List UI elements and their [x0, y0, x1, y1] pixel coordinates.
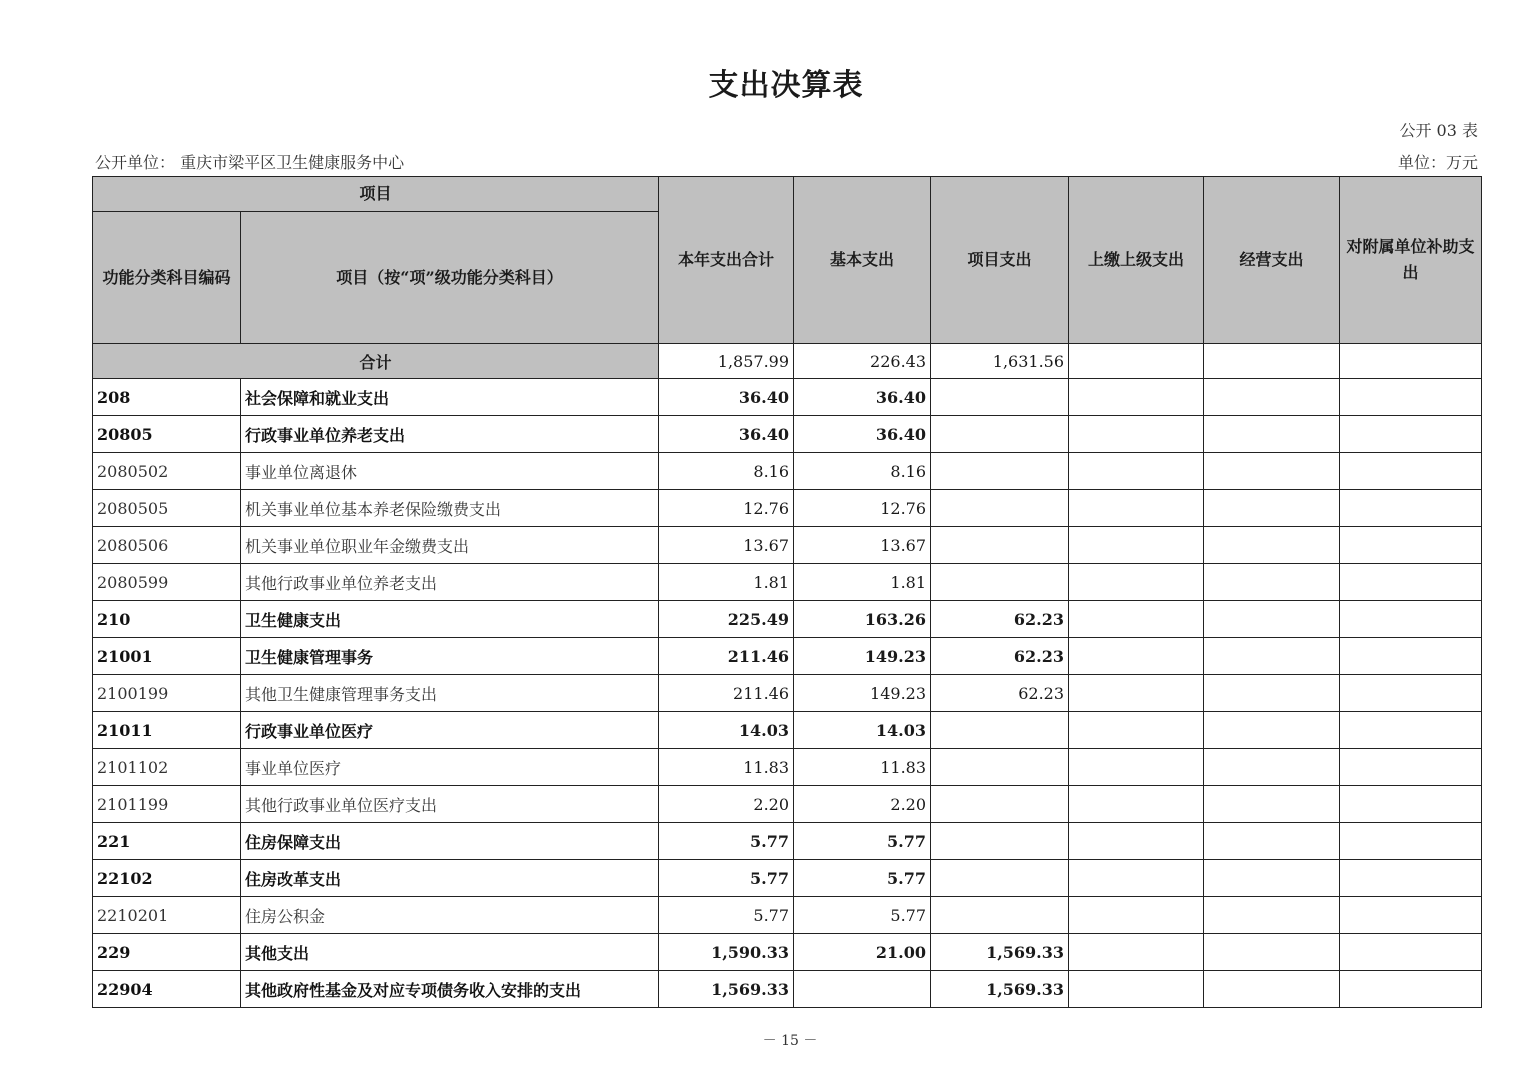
cell-total: 2.20 [659, 786, 794, 823]
cell-business [1204, 971, 1340, 1008]
cell-total: 12.76 [659, 490, 794, 527]
cell-subsidy [1340, 675, 1482, 712]
cell-upper [1069, 601, 1204, 638]
col-header-upper: 上缴上级支出 [1069, 177, 1204, 344]
cell-subsidy [1340, 786, 1482, 823]
table-row [93, 934, 1482, 971]
cell-name: 其他卫生健康管理事务支出 [241, 675, 659, 712]
col-header-total: 本年支出合计 [659, 177, 794, 344]
cell-project: 62.23 [931, 675, 1069, 712]
cell-upper [1069, 379, 1204, 416]
cell-upper [1069, 934, 1204, 971]
cell-business [1204, 564, 1340, 601]
table-row [93, 601, 1482, 638]
cell-upper [1069, 527, 1204, 564]
cell-basic: 149.23 [794, 638, 931, 675]
cell-basic: 5.77 [794, 897, 931, 934]
total-cell-basic: 226.43 [794, 344, 931, 379]
cell-total: 13.67 [659, 527, 794, 564]
cell-upper [1069, 416, 1204, 453]
org-label: 公开单位： [95, 153, 176, 172]
cell-upper [1069, 675, 1204, 712]
cell-subsidy [1340, 860, 1482, 897]
cell-subsidy [1340, 749, 1482, 786]
cell-subsidy [1340, 416, 1482, 453]
cell-business [1204, 527, 1340, 564]
cell-project: 62.23 [931, 638, 1069, 675]
cell-upper [1069, 823, 1204, 860]
cell-upper [1069, 971, 1204, 1008]
cell-business [1204, 823, 1340, 860]
table-row [93, 897, 1482, 934]
cell-code: 210 [93, 601, 241, 638]
cell-project [931, 786, 1069, 823]
cell-code: 229 [93, 934, 241, 971]
cell-name: 机关事业单位职业年金缴费支出 [241, 527, 659, 564]
cell-total: 5.77 [659, 897, 794, 934]
cell-name: 卫生健康支出 [241, 601, 659, 638]
cell-code: 208 [93, 379, 241, 416]
total-cell-total: 1,857.99 [659, 344, 794, 379]
cell-code: 21001 [93, 638, 241, 675]
table-row [93, 527, 1482, 564]
cell-business [1204, 712, 1340, 749]
cell-subsidy [1340, 601, 1482, 638]
cell-basic: 36.40 [794, 379, 931, 416]
cell-total: 1,590.33 [659, 934, 794, 971]
cell-project [931, 564, 1069, 601]
cell-subsidy [1340, 490, 1482, 527]
cell-total: 225.49 [659, 601, 794, 638]
cell-total: 211.46 [659, 675, 794, 712]
cell-basic: 12.76 [794, 490, 931, 527]
cell-basic: 2.20 [794, 786, 931, 823]
cell-name: 社会保障和就业支出 [241, 379, 659, 416]
table-row [93, 638, 1482, 675]
cell-upper [1069, 564, 1204, 601]
cell-subsidy [1340, 897, 1482, 934]
cell-upper [1069, 897, 1204, 934]
cell-code: 21011 [93, 712, 241, 749]
cell-code: 2080599 [93, 564, 241, 601]
table-row [93, 749, 1482, 786]
cell-code: 22904 [93, 971, 241, 1008]
cell-name: 住房公积金 [241, 897, 659, 934]
table-row [93, 379, 1482, 416]
cell-name: 其他政府性基金及对应专项债务收入安排的支出 [241, 971, 659, 1008]
cell-project [931, 453, 1069, 490]
col-header-name: 项目（按“项”级功能分类科目） [241, 212, 659, 344]
table-row [93, 675, 1482, 712]
cell-code: 2080505 [93, 490, 241, 527]
cell-code: 2100199 [93, 675, 241, 712]
cell-project [931, 823, 1069, 860]
cell-business [1204, 490, 1340, 527]
col-header-project: 项目支出 [931, 177, 1069, 344]
cell-basic: 36.40 [794, 416, 931, 453]
cell-project: 62.23 [931, 601, 1069, 638]
cell-project [931, 490, 1069, 527]
table-row [93, 453, 1482, 490]
cell-total: 36.40 [659, 416, 794, 453]
cell-basic: 21.00 [794, 934, 931, 971]
cell-basic: 1.81 [794, 564, 931, 601]
cell-code: 2101199 [93, 786, 241, 823]
cell-total: 1,569.33 [659, 971, 794, 1008]
cell-basic: 163.26 [794, 601, 931, 638]
cell-name: 行政事业单位养老支出 [241, 416, 659, 453]
org-line [95, 150, 404, 173]
total-label: 合计 [93, 344, 659, 379]
cell-basic [794, 971, 931, 1008]
cell-code: 221 [93, 823, 241, 860]
cell-business [1204, 786, 1340, 823]
cell-basic: 149.23 [794, 675, 931, 712]
table-row [93, 416, 1482, 453]
cell-upper [1069, 786, 1204, 823]
cell-business [1204, 749, 1340, 786]
cell-subsidy [1340, 564, 1482, 601]
project-group-header: 项目 [93, 177, 659, 212]
cell-upper [1069, 638, 1204, 675]
page-number: － 15 － [762, 1033, 818, 1049]
cell-code: 20805 [93, 416, 241, 453]
form-number: 公开 03 表 [1399, 121, 1478, 140]
cell-business [1204, 860, 1340, 897]
expenditure-table [92, 176, 1482, 1008]
cell-business [1204, 934, 1340, 971]
table-row [93, 971, 1482, 1008]
table-row [93, 490, 1482, 527]
org-name: 重庆市梁平区卫生健康服务中心 [180, 153, 405, 172]
cell-basic: 11.83 [794, 749, 931, 786]
cell-project [931, 416, 1069, 453]
unit-label: 单位：万元 [1397, 153, 1478, 172]
col-header-basic: 基本支出 [794, 177, 931, 344]
page-title: 支出决算表 [708, 68, 864, 103]
table-row [93, 860, 1482, 897]
cell-subsidy [1340, 712, 1482, 749]
total-row [93, 344, 1482, 379]
cell-basic: 14.03 [794, 712, 931, 749]
cell-project [931, 860, 1069, 897]
cell-business [1204, 897, 1340, 934]
cell-basic: 13.67 [794, 527, 931, 564]
cell-name: 其他行政事业单位医疗支出 [241, 786, 659, 823]
cell-project [931, 897, 1069, 934]
table-row [93, 712, 1482, 749]
cell-business [1204, 675, 1340, 712]
col-header-code: 功能分类科目编码 [93, 212, 241, 344]
cell-basic: 5.77 [794, 860, 931, 897]
cell-name: 住房保障支出 [241, 823, 659, 860]
cell-project [931, 379, 1069, 416]
cell-project [931, 712, 1069, 749]
cell-name: 其他支出 [241, 934, 659, 971]
cell-subsidy [1340, 453, 1482, 490]
cell-business [1204, 601, 1340, 638]
table-row [93, 786, 1482, 823]
cell-business [1204, 379, 1340, 416]
cell-subsidy [1340, 527, 1482, 564]
col-header-business: 经营支出 [1204, 177, 1340, 344]
cell-name: 其他行政事业单位养老支出 [241, 564, 659, 601]
cell-name: 住房改革支出 [241, 860, 659, 897]
col-header-subsidy: 对附属单位补助支出 [1340, 177, 1482, 344]
cell-subsidy [1340, 638, 1482, 675]
cell-project [931, 527, 1069, 564]
cell-upper [1069, 490, 1204, 527]
cell-upper [1069, 749, 1204, 786]
cell-total: 5.77 [659, 860, 794, 897]
cell-total: 1.81 [659, 564, 794, 601]
cell-code: 2101102 [93, 749, 241, 786]
cell-basic: 5.77 [794, 823, 931, 860]
cell-name: 行政事业单位医疗 [241, 712, 659, 749]
cell-upper [1069, 453, 1204, 490]
cell-name: 卫生健康管理事务 [241, 638, 659, 675]
cell-total: 36.40 [659, 379, 794, 416]
table-row [93, 564, 1482, 601]
cell-total: 8.16 [659, 453, 794, 490]
cell-code: 22102 [93, 860, 241, 897]
cell-code: 2080506 [93, 527, 241, 564]
cell-total: 211.46 [659, 638, 794, 675]
cell-name: 事业单位医疗 [241, 749, 659, 786]
cell-total: 5.77 [659, 823, 794, 860]
total-cell-upper [1069, 344, 1204, 379]
cell-total: 11.83 [659, 749, 794, 786]
cell-total: 14.03 [659, 712, 794, 749]
total-cell-subsidy [1340, 344, 1482, 379]
cell-upper [1069, 712, 1204, 749]
cell-subsidy [1340, 971, 1482, 1008]
table-row [93, 823, 1482, 860]
cell-upper [1069, 860, 1204, 897]
total-cell-project: 1,631.56 [931, 344, 1069, 379]
cell-business [1204, 638, 1340, 675]
cell-business [1204, 416, 1340, 453]
cell-basic: 8.16 [794, 453, 931, 490]
cell-subsidy [1340, 934, 1482, 971]
cell-subsidy [1340, 379, 1482, 416]
cell-code: 2080502 [93, 453, 241, 490]
cell-name: 机关事业单位基本养老保险缴费支出 [241, 490, 659, 527]
cell-name: 事业单位离退休 [241, 453, 659, 490]
cell-project: 1,569.33 [931, 971, 1069, 1008]
cell-project [931, 749, 1069, 786]
cell-business [1204, 453, 1340, 490]
cell-project: 1,569.33 [931, 934, 1069, 971]
total-cell-business [1204, 344, 1340, 379]
cell-code: 2210201 [93, 897, 241, 934]
cell-subsidy [1340, 823, 1482, 860]
